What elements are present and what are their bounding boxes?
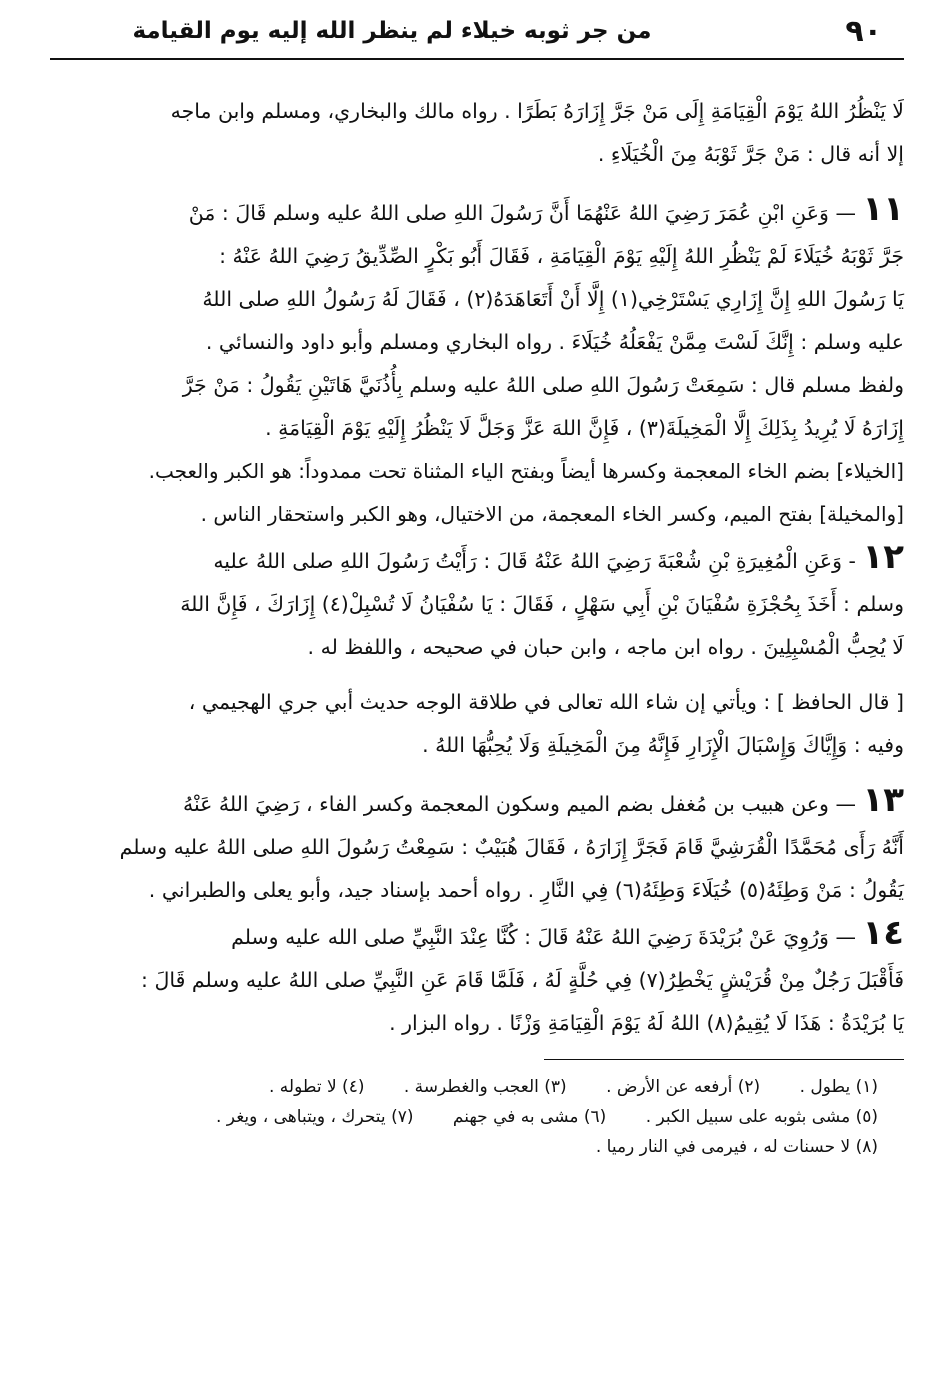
hadith-number: ١٤	[862, 913, 904, 953]
text-line: — وعن هبيب بن مُغفل بضم الميم وسكون المعجمة وكسر الفاء ، رَضِيَ اللهُ عَنْهُ	[182, 792, 856, 816]
hadith-number: ١١	[862, 189, 904, 229]
footnote-row	[70, 1132, 878, 1162]
footnotes	[50, 1060, 904, 1162]
footnote: (٤) لا تطوله .	[268, 1077, 365, 1097]
text-line: إِزَارَهُ لَا يُرِيدُ بِذَلِكَ إِلَّا الْمَخِيلَةَ(٣) ، فَإِنَّ اللهَ عَزَّ وَجَلَّ لَا يَنْظُرُ إِلَيْهِ يَوْمَ الْقِيَامَةِ .	[265, 416, 904, 440]
text-line: عليه وسلم : إِنَّكَ لَسْتَ مِمَّنْ يَفْعَلُهُ خُيَلَاءَ . رواه البخاري ومسلم وأبو داود والنسائي .	[205, 330, 904, 354]
text-line: ولفظ مسلم قال : سَمِعَتْ رَسُولَ اللهِ صلى اللهُ عليه وسلم بِأُذُنَيَّ هَاتَيْنِ يَقُولُ : مَنْ جَرَّ	[182, 373, 904, 397]
hadith-13	[50, 779, 904, 912]
page-body	[50, 60, 904, 1045]
hadith-14	[50, 912, 904, 1045]
text-line: يَقُولُ : مَنْ وَطِئَهُ(٥) خُيَلَاءَ وَطِئَهُ(٦) فِي النَّارِ . رواه أحمد بإسناد جيد، وأبو يعلى والطبراني .	[148, 878, 904, 902]
page-number: ٩٠	[845, 14, 882, 49]
hadith-11	[50, 188, 904, 364]
footnote: (١) يطول .	[799, 1077, 878, 1097]
hadith-number: ١٢	[862, 537, 904, 577]
text-line: وفيه : وَإِيَّاكَ وَإِسْبَالَ الْإِزَارِ فَإِنَّهُ مِنَ الْمَخِيلَةِ وَلَا يُحِبُّهَا اللهُ .	[422, 733, 904, 757]
text-line: جَرَّ ثَوْبَهُ خُيَلَاءَ لَمْ يَنْظُرِ اللهُ إِلَيْهِ يَوْمَ الْقِيَامَةِ ، فَقَالَ أَبُو بَكْرٍ الصِّدِّيقُ رَضِيَ اللهُ عَنْهُ :	[219, 244, 904, 268]
text-line: أَنَّهُ رَأَى مُحَمَّدًا الْقُرَشِيَّ قَامَ فَجَرَّ إِزَارَهُ ، فَقَالَ هُبَيْبٌ : سَمِعْتُ رَسُولَ اللهِ صلى اللهُ عليه وسلم	[119, 835, 904, 859]
hadith-12	[50, 536, 904, 669]
hafiz-note	[50, 681, 904, 767]
text-line: لَا يَنْظُرُ اللهُ يَوْمَ الْقِيَامَةِ إِلَى مَنْ جَرَّ إِزَارَهُ بَطَرًا . رواه مالك والبخاري، ومسلم وابن ماجه	[170, 99, 904, 123]
page-header	[50, 0, 904, 60]
page-title: من جر ثوبه خيلاء لم ينظر الله إليه يوم القيامة	[132, 18, 652, 44]
footnote-row	[70, 1072, 878, 1102]
footnote: (٧) يتحرك ، ويتباهى ، ويغر .	[216, 1107, 414, 1127]
text-line: وسلم : أَخَذَ بِحُجْزَةِ سُفْيَانَ بْنِ أَبِي سَهْلٍ ، فَقَالَ : يَا سُفْيَانُ لَا تُسْبِلْ(٤) إِزَارَكَ ، فَإِنَّ اللهَ	[180, 592, 904, 616]
footnote: (٦) مشى به في جهنم	[452, 1107, 607, 1127]
text-line: — وَعَنِ ابْنِ عُمَرَ رَضِيَ اللهُ عَنْهُمَا أَنَّ رَسُولَ اللهِ صلى اللهُ عليه وسلم قَالَ : مَنْ	[188, 201, 856, 225]
footnote: (٣) العجب والغطرسة .	[403, 1077, 567, 1097]
text-line: لَا يُحِبُّ الْمُسْبِلِينَ . رواه ابن ماجه ، وابن حبان في صحيحه ، واللفظ له .	[307, 635, 904, 659]
paragraph	[50, 90, 904, 176]
text-line: فَأَقْبَلَ رَجُلٌ مِنْ قُرَيْشٍ يَخْطِرُ(٧) فِي حُلَّةٍ لَهُ ، فَلَمَّا قَامَ عَنِ النَّبِيِّ صلى اللهُ عليه وسلم قَالَ :	[141, 968, 904, 992]
footnote-row	[70, 1102, 878, 1132]
text-line: يَا بُرَيْدَةُ : هَذَا لَا يُقِيمُ(٨) اللهُ لَهُ يَوْمَ الْقِيَامَةِ وَزْنًا . رواه البزار .	[389, 1011, 904, 1035]
text-line: — وَرُوِيَ عَنْ بُرَيْدَةَ رَضِيَ اللهُ عَنْهُ قَالَ : كُنَّا عِنْدَ النَّبِيِّ صلى الله عليه وسلم	[231, 925, 856, 949]
text-line: [الخيلاء] بضم الخاء المعجمة وكسرها أيضاً وبفتح الياء المثناة تحت ممدوداً: هو الكبر والعجب.	[148, 459, 904, 483]
paragraph	[50, 364, 904, 450]
text-line: [والمخيلة] بفتح الميم، وكسر الخاء المعجمة، من الاختيال، وهو الكبر واستحقار الناس .	[200, 502, 904, 526]
footnote: (٥) مشى بثوبه على سبيل الكبر .	[645, 1107, 878, 1127]
text-line: يَا رَسُولَ اللهِ إِنَّ إِزَارِي يَسْتَرْخِي(١) إِلَّا أَنْ أَتَعَاهَدَهُ(٢) ، فَقَالَ لَهُ رَسُولُ اللهِ صلى اللهُ	[202, 287, 904, 311]
text-line: إلا أنه قال : مَنْ جَرَّ ثَوْبَهُ مِنَ الْخُيَلَاءِ .	[597, 142, 904, 166]
text-line: [ قال الحافظ ] : ويأتي إن شاء الله تعالى في طلاقة الوجه حديث أبي جري الهجيمي ،	[188, 690, 904, 714]
hadith-number: ١٣	[862, 780, 904, 820]
gloss-note	[50, 450, 904, 536]
text-line: - وَعَنِ الْمُغِيرَةِ بْنِ شُعْبَةَ رَضِيَ اللهُ عَنْهُ قَالَ : رَأَيْتُ رَسُولَ اللهِ صلى اللهُ عليه	[213, 549, 856, 573]
footnote: (٢) أرفعه عن الأرض .	[606, 1077, 761, 1097]
footnote: (٨) لا حسنات له ، فيرمى في النار رميا .	[595, 1137, 878, 1157]
